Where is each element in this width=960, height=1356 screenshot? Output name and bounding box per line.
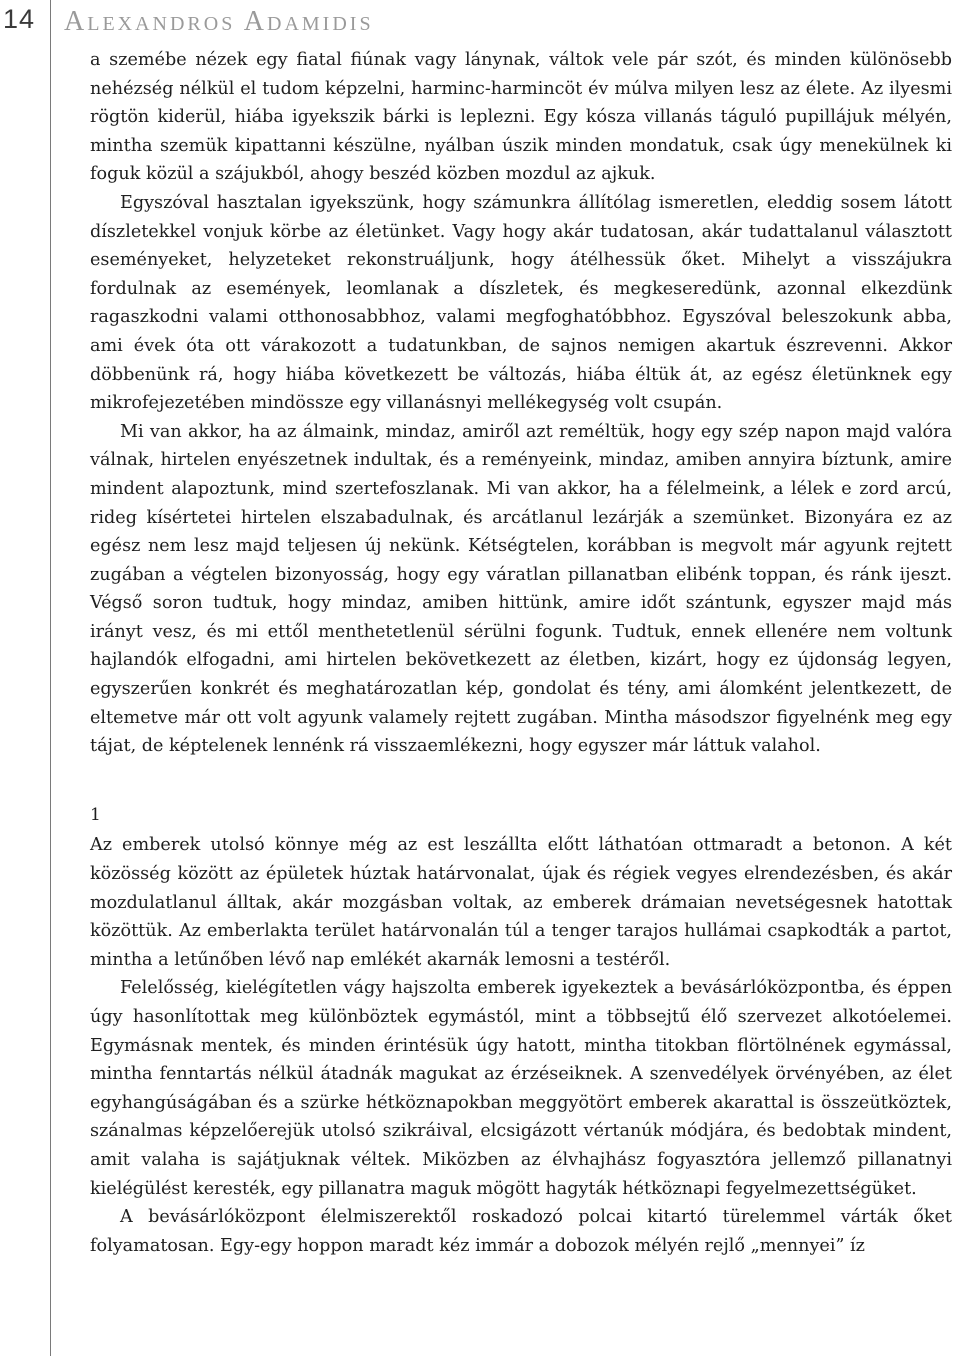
- running-head: Alexandros Adamidis: [64, 6, 374, 37]
- paragraph: a szemébe nézek egy fiatal fiúnak vagy lánynak, váltok vele pár szót, és minden különösebb nehézség nélkül el tudom képzelni, harminc-harmincöt év múlva milyen lesz az élete. Az ilyesmi rögtön kiderül, hiába igyekszik bárki is leplezni. Egy kósza villanás táguló pupillájuk mélyén, mintha szemük kipattanni készülne, nyálban úszik minden mondatuk, csak úgy menekülnek ki foguk közül a szájukból, ahogy beszéd közben mozdul az ajkuk.: [90, 50, 952, 185]
- margin-rule: [50, 0, 51, 1356]
- paragraph: Mi van akkor, ha az álmaink, mindaz, amiről azt reméltük, hogy egy szép napon majd valóra válnak, hirtelen enyészetnek indultak, és a reményeink, mindaz, amiben annyira bíztunk, amire mindent alapoztunk, mind szertefoszlanak. Mi van akkor, ha a félelmeink, a lélek e zord arcú, rideg kísértetei hirtelen elszabadulnak, és arcátlanul lezárják a szemünket. Bizonyára ez az egész nem lesz majd teljesen új nekünk. Kétségtelen, korábban is megvolt már agyunk rejtett zugában a végtelen bizonyosság, hogy egy váratlan pillanatban elibénk toppan, és ránk ijeszt. Végső soron tudtuk, hogy mindaz, amiben hittünk, amire időt szántunk, egyszer majd más irányt vesz, és mi ettől menthetetlenül sérülni fogunk. Tudtuk, ennek ellenére nem voltunk hajlandók elfogadni, ami hirtelen bekövetkezett az életben, kizárt, hogy ez újdonság legyen, egyszerűen konkrét és meghatározatlan kép, gondolat és tény, ami álomként jelentkezett, de eltemetve már ott volt agyunk valamely rejtett zugában. Mintha másodszor figyelnénk meg egy tájat, de képtelenek lennénk rá visszaemlékezni, hogy egyszer már láttuk valahol.: [90, 421, 952, 757]
- section-number: 1: [90, 804, 102, 825]
- page-number: 14: [2, 4, 36, 34]
- paragraph: Egyszóval hasztalan igyekszünk, hogy számunkra állítólag ismeretlen, eleddig sosem látott díszletekkel vonjuk körbe az életünket. Vagy hogy akár tudatosan, akár tudattalanul választott eseményeket, helyzeteket rekonstruáljunk, hogy átélhessük őket. Mihelyt a visszájukra fordulnak az események, leomlanak a díszletek, és megkeseredünk, azonnal elkezdünk ragaszkodni valami otthonosabbhoz, valami megfoghatóbbhoz. Egyszóval beleszokunk abba, ami évek óta ott várakozott a tudatunkban, de sajnos nemigen akartuk észrevenni. Akkor döbbenünk rá, hogy hiába következett be változás, hiába éltük át, az egész életünknek egy mikrofejezetében mindössze egy villanásnyi mellékegység volt csupán.: [90, 192, 952, 414]
- body-text: [90, 46, 952, 1260]
- paragraph: Az emberek utolsó könnye még az est leszállta előtt láthatóan ottmaradt a betonon. A két közösség között az épületek húztak határvonalat, újak és régiek vegyes elrendezésben, és akár mozdulatlanul álltak, akár mozgásban voltak, az emberek drámaian nevetségesnek hatottak közöttük. Az emberlakta terület határvonalán túl a tenger tarajos hullámai csapkodták a partot, mintha a letűnőben lévő nap emlékét akarnák lemosni a testéről.: [90, 835, 952, 970]
- paragraph: A bevásárlóközpont élelmiszerektől roskadozó polcai kitartó türelemmel várták őket folyamatosan. Egy-egy hoppon maradt kéz immár a dobozok mélyén rejlő „mennyei” íz: [90, 1207, 952, 1256]
- paragraph: Felelősség, kielégítetlen vágy hajszolta emberek igyekeztek a bevásárlóközpontba, és éppen úgy hasonlítottak meg különböztek egymástól, mint a többsejtű élő szervezet alkotóelemei. Egymásnak mentek, és minden érintésük úgy hatott, mintha titokban flörtölnének egymással, mintha fenntartás nélkül átadnák magukat az érzéseiknek. A szenvedélyek örvényében, az élet egyhangúságában és a szürke hétköznapokban meggyötört emberek akarattal is összeütköztek, szánalmas képzelőerejük utolsó szikráival, elcsigázott vértanúk módjára, és bedobtak mindent, amit valaha is sajátjuknak véltek. Miközben az élvhajhász fogyasztóra jellemző pillanatnyi kielégülést keresték, egy pillanatra maguk mögött hagyták hétköznapi fegyelmezettségüket.: [90, 978, 952, 1199]
